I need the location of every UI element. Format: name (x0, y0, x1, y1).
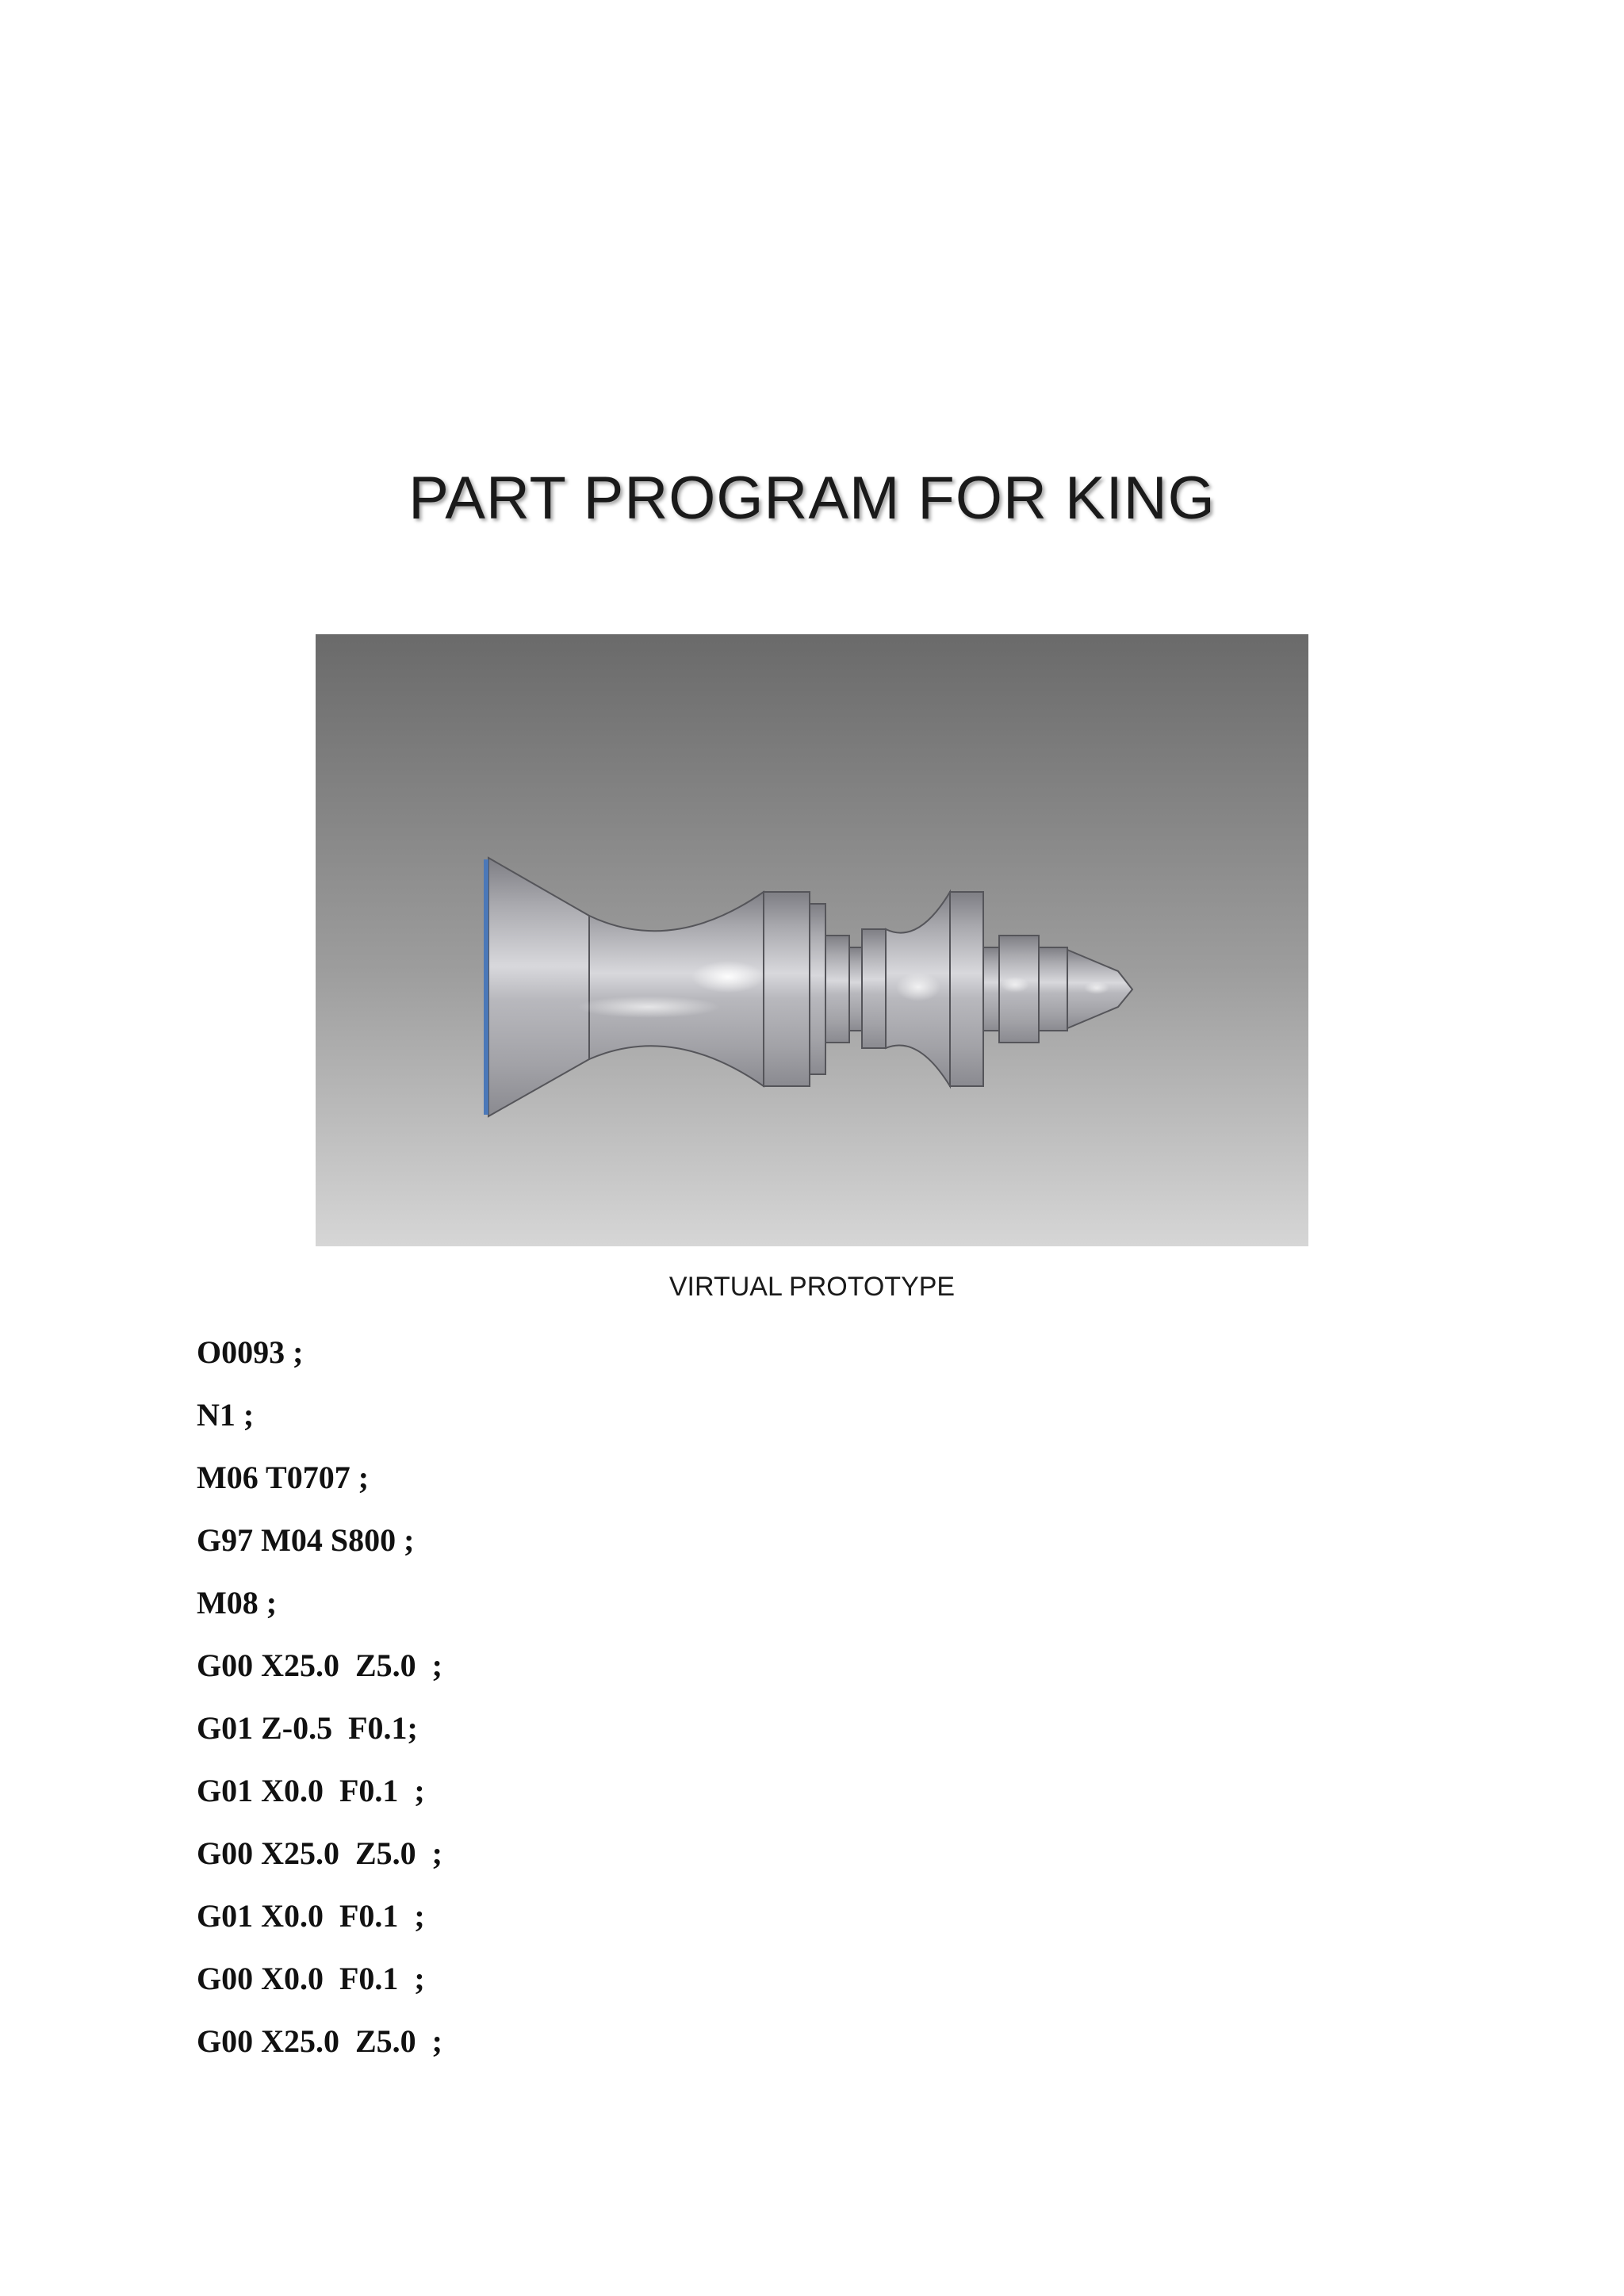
code-line: G01 X0.0 F0.1 ; (197, 1898, 425, 1934)
code-line: G01 Z-0.5 F0.1; (197, 1710, 418, 1746)
page-title: PART PROGRAM FOR KING (408, 465, 1216, 532)
part-program-code (197, 1332, 442, 2084)
code-line: N1 ; (197, 1397, 255, 1433)
code-line: M08 ; (197, 1585, 278, 1621)
virtual-prototype-image (316, 634, 1308, 1246)
code-line: G00 X25.0 Z5.0 ; (197, 2023, 442, 2059)
code-line: O0093 ; (197, 1334, 304, 1370)
code-line: G00 X25.0 Z5.0 ; (197, 1835, 442, 1871)
code-line: G97 M04 S800 ; (197, 1522, 415, 1558)
code-line: G00 X25.0 Z5.0 ; (197, 1647, 442, 1683)
code-line: G00 X0.0 F0.1 ; (197, 1961, 425, 1996)
figure-caption: VIRTUAL PROTOTYPE (668, 1272, 956, 1302)
code-line: M06 T0707 ; (197, 1460, 370, 1495)
king-piece-render (316, 634, 1308, 1246)
code-line: G01 X0.0 F0.1 ; (197, 1773, 425, 1808)
